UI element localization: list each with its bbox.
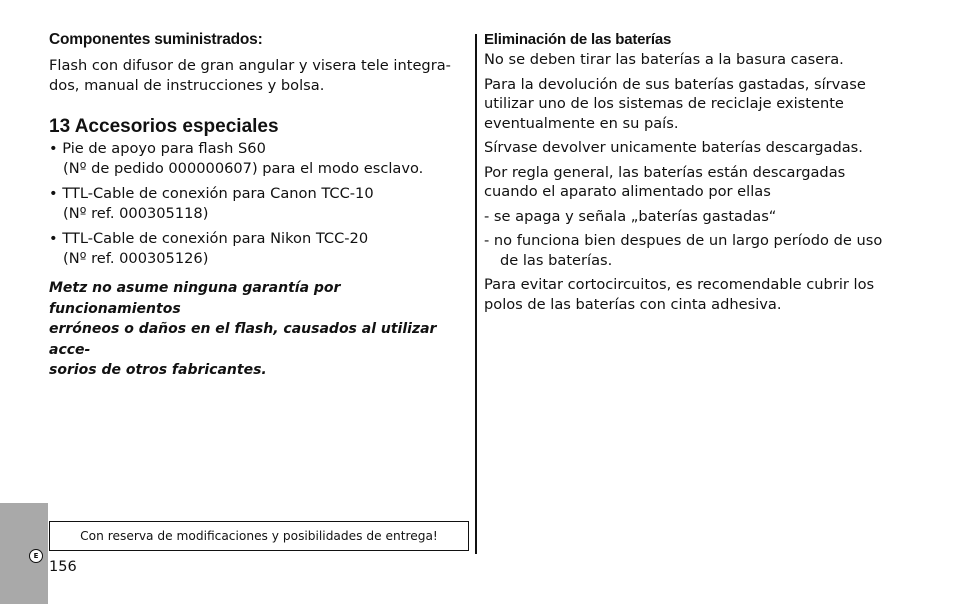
paragraph-line: Para evitar cortocircuitos, es recomendable cubrir los — [484, 276, 875, 293]
right-column — [484, 30, 904, 319]
warning-line: erróneos o daños en el flash, causados al utilizar acce- — [49, 321, 437, 358]
list-item — [49, 184, 469, 223]
accessory-name: • TTL-Cable de conexión para Nikon TCC-20 — [49, 229, 469, 249]
battery-disposal-heading: Eliminación de las baterías — [484, 31, 672, 48]
components-text — [49, 56, 469, 95]
notice-box: Con reserva de modificaciones y posibilidades de entrega! — [49, 521, 469, 551]
components-text-line: Flash con difusor de gran angular y visera tele integra- — [49, 57, 451, 74]
dash-item-line: - no funciona bien despues de un largo período de uso — [484, 232, 883, 249]
page-number: 156 — [49, 559, 77, 575]
language-badge: E — [29, 549, 43, 563]
dash-item-line: de las baterías. — [500, 251, 613, 269]
paragraph — [484, 75, 904, 134]
paragraph-line: Para la devolución de sus baterías gastadas, sírvase — [484, 75, 866, 93]
list-item — [49, 139, 469, 178]
accessories-list — [49, 139, 469, 268]
paragraph-line: utilizar uno de los sistemas de reciclaje existente — [484, 95, 844, 112]
left-column — [49, 30, 469, 381]
accessory-name: • TTL-Cable de conexión para Canon TCC-10 — [49, 184, 469, 204]
paragraph-line: Por regla general, las baterías están descargadas — [484, 163, 846, 181]
column-divider — [475, 34, 477, 554]
paragraph — [484, 275, 904, 314]
paragraph-line: eventualmente en su país. — [484, 114, 679, 132]
paragraph-line: polos de las baterías con cinta adhesiva. — [484, 295, 782, 313]
paragraph: Sírvase devolver unicamente baterías descargadas. — [484, 139, 863, 156]
paragraph — [484, 163, 904, 202]
warning-line: sorios de otros fabricantes. — [49, 362, 267, 378]
paragraph: No se deben tirar las baterías a la basura casera. — [484, 51, 844, 68]
list-item — [49, 229, 469, 268]
components-heading: Componentes suministrados: — [49, 31, 263, 48]
accessory-name: • Pie de apoyo para flash S60 — [49, 139, 469, 159]
accessory-ref: (Nº ref. 000305118) — [63, 204, 209, 222]
warning-line: Metz no asume ninguna garantía por funcionamientos — [49, 280, 341, 317]
dash-item — [484, 231, 904, 270]
accessory-ref: (Nº de pedido 000000607) para el modo esclavo. — [63, 159, 424, 177]
paragraph-line: cuando el aparato alimentado por ellas — [484, 183, 771, 200]
accessory-ref: (Nº ref. 000305126) — [63, 249, 209, 267]
accessories-heading: 13 Accesorios especiales — [49, 116, 279, 137]
dash-item: - se apaga y señala „baterías gastadas“ — [484, 207, 777, 225]
warranty-warning — [49, 278, 469, 381]
components-text-line: dos, manual de instrucciones y bolsa. — [49, 76, 325, 94]
